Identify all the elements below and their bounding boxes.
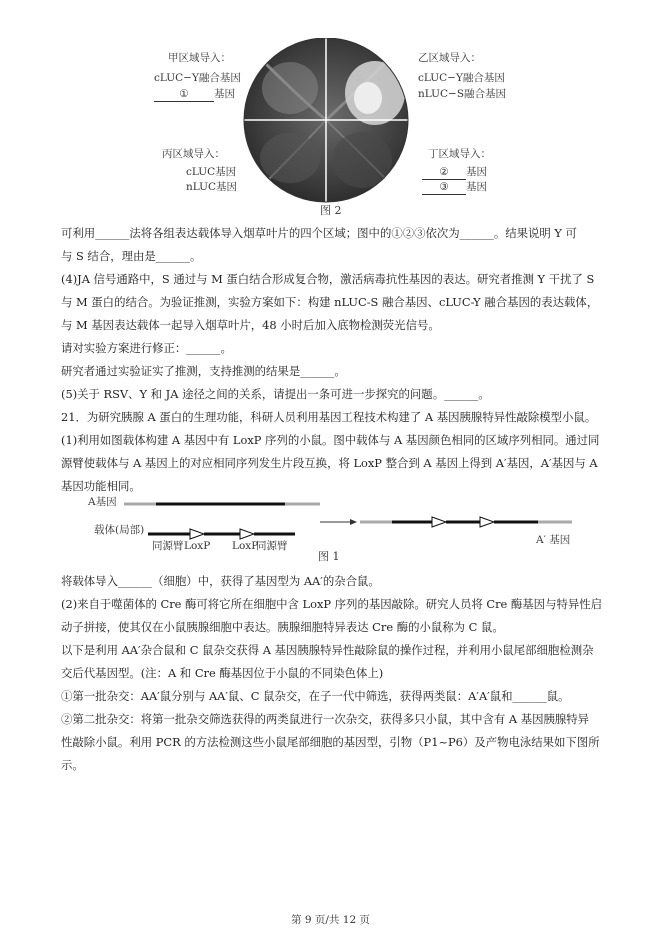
figure-1 xyxy=(80,496,580,576)
paragraph-line: 与 M 基因表达载体一起导入烟草叶片，48 小时后加入底物检测荧光信号。 xyxy=(61,318,440,332)
homology-arm-left-label: 同源臂 xyxy=(152,540,184,552)
zone-ding-suffix2: 基因 xyxy=(466,181,487,193)
paragraph-line: 请对实验方案进行修正：______。 xyxy=(61,341,232,355)
paragraph-line: 以下是利用 AA′杂合鼠和 C 鼠杂交获得 A 基因胰腺特异性敲除鼠的操作过程，并利用小鼠尾部细胞检测杂 xyxy=(61,643,594,657)
blank-1: ① xyxy=(154,88,214,102)
paragraph-line: (4)JA 信号通路中，S 通过与 M 蛋白结合形成复合物，激活病毒抗性基因的表达。研究者推测 Y 干扰了 S xyxy=(61,272,595,286)
arrow-head-icon xyxy=(350,519,357,525)
paragraph-line: 21．为研究胰腺 A 蛋白的生理功能，科研人员利用基因工程技术构建了 A 基因胰腺特异性敲除模型小鼠。 xyxy=(61,410,597,424)
paragraph-line: 与 S 结合，理由是______。 xyxy=(61,249,202,263)
zone-jia-line1: cLUC−Y融合基因 xyxy=(154,72,241,84)
zone-jia-title: 甲区域导入： xyxy=(168,52,231,64)
zone-jia-suffix: 基因 xyxy=(214,88,235,100)
paragraph-line: ①第一批杂交：AA′鼠分别与 AA′鼠、C 鼠杂交，在子一代中筛选，获得两类鼠：A′A′鼠和______鼠。 xyxy=(61,689,570,703)
zone-bing-title: 丙区域导入： xyxy=(162,148,225,160)
blank-2: ② xyxy=(422,166,466,180)
vector-label: 载体(局部) xyxy=(94,524,145,536)
zone-bing-line2: nLUC基因 xyxy=(186,181,238,193)
paragraph-line: (2)来自于噬菌体的 Cre 酶可将它所在细胞中含 LoxP 序列的基因敲除。研究人员将 Cre 酶基因与特异性启 xyxy=(61,597,603,611)
paragraph-line: ②第二批杂交：将第一批杂交筛选获得的两类鼠进行一次杂交，获得多只小鼠，其中含有 A 基因胰腺特异 xyxy=(61,712,590,726)
zone-ding-line2 xyxy=(422,181,487,195)
figure-2 xyxy=(150,38,510,216)
homology-arm-right-label: 同源臂 xyxy=(256,540,288,552)
result-loxp-1 xyxy=(432,517,446,527)
blank-3: ③ xyxy=(422,181,466,195)
paragraph-line: 可利用______法将各组表达载体导入烟草叶片的四个区域；图中的①②③依次为______。结果说明 Y 可 xyxy=(61,226,577,240)
zone-ding-line1 xyxy=(422,166,487,180)
loxp-label-2: LoxP xyxy=(232,540,259,552)
paragraph-line: 研究者通过实验证实了推测，支持推测的结果是______。 xyxy=(61,364,346,378)
loxp-triangle-1 xyxy=(190,529,204,539)
figure-2-caption: 图 2 xyxy=(320,204,342,217)
result-label: A′ 基因 xyxy=(536,534,571,546)
zone-yi-line2: nLUC−S融合基因 xyxy=(418,88,507,100)
zone-bing-line1: cLUC基因 xyxy=(186,166,237,178)
loxp-triangle-2 xyxy=(240,529,254,539)
zone-jia-line2 xyxy=(154,88,235,102)
result-loxp-2 xyxy=(480,517,494,527)
zone-yi-title: 乙区域导入： xyxy=(418,52,481,64)
question-text-block-1 xyxy=(61,222,606,498)
paragraph-line: 基因功能相同。 xyxy=(61,479,141,493)
figure-1-caption: 图 1 xyxy=(318,550,340,563)
paragraph-line: 性敲除小鼠。利用 PCR 的方法检测这些小鼠尾部细胞的基因型，引物（P1~P6）及产物电泳结果如下图所 xyxy=(61,735,600,749)
paragraph-line: 与 M 蛋白的结合。为验证推测，实验方案如下：构建 nLUC-S 融合基因、cLUC-Y 融合基因的表达载体， xyxy=(61,295,599,309)
paragraph-line: 源臂使载体与 A 基因上的对应相同序列发生片段互换，将 LoxP 整合到 A 基因上得到 A′基因，A′基因与 A xyxy=(61,456,598,470)
page-footer: 第 9 页/共 12 页 xyxy=(291,914,370,926)
paragraph-line: 将载体导入______（细胞）中，获得了基因型为 AA′的杂合鼠。 xyxy=(61,574,380,588)
zone-yi-line1: cLUC−Y融合基因 xyxy=(418,72,505,84)
gene-a-label: A基因 xyxy=(88,496,117,508)
paragraph-line: 示。 xyxy=(61,758,84,772)
paragraph-line: (1)利用如图载体构建 A 基因中有 LoxP 序列的小鼠。图中载体与 A 基因颜色相同的区域序列相同。通过同 xyxy=(61,433,600,447)
question-text-block-2 xyxy=(61,570,606,777)
paragraph-line: 动子拼接，使其仅在小鼠胰腺细胞中表达。胰腺细胞特异表达 Cre 酶的小鼠称为 C 鼠。 xyxy=(61,620,504,634)
paragraph-line: 交后代基因型。(注：A 和 Cre 酶基因位于小鼠的不同染色体上) xyxy=(61,666,384,680)
gene-diagram xyxy=(80,496,580,576)
zone-ding-suffix1: 基因 xyxy=(466,166,487,178)
zone-ding-title: 丁区域导入： xyxy=(428,148,491,160)
loxp-label-1: LoxP xyxy=(184,540,211,552)
paragraph-line: (5)关于 RSV、Y 和 JA 途径之间的关系，请提出一条可进一步探究的问题。______。 xyxy=(61,387,490,401)
